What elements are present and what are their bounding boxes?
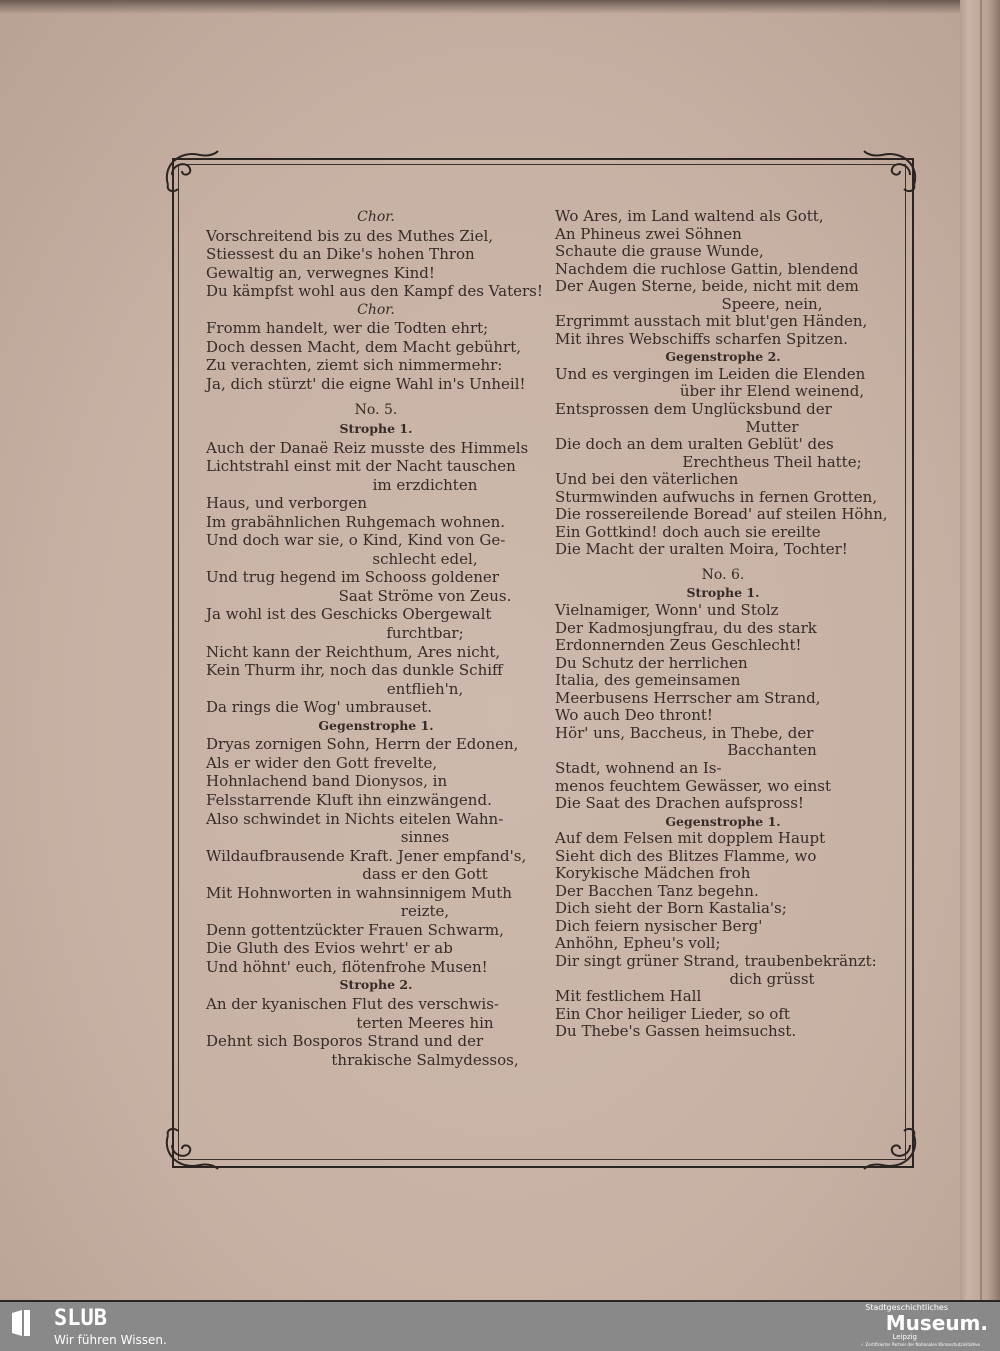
- verse-line: Hohnlachend band Dionysos, in: [206, 772, 448, 791]
- verse-line: Zu verachten, ziemt sich nimmermehr:: [206, 356, 503, 375]
- verse-line: Stiessest du an Dike's hohen Thron: [206, 245, 475, 264]
- verse-line: Ja wohl ist des Geschicks Obergewalt: [206, 605, 492, 624]
- slub-logo[interactable]: SLUB: [54, 1306, 107, 1331]
- slub-tagline: Wir führen Wissen.: [54, 1333, 167, 1347]
- verse-line: Auch der Danaë Reiz musste des Himmels: [206, 438, 529, 457]
- verse-line: Hör' uns, Baccheus, in Thebe, der: [555, 723, 814, 742]
- museum-note: ✓ Zertifizierter Partner der Nationalen Klimaschutzinitiative: [860, 1342, 980, 1347]
- verse-line: Bacchanten: [727, 741, 817, 760]
- section-heading: Chor.: [357, 209, 395, 225]
- verse-line: Italia, des gemeinsamen: [555, 671, 741, 690]
- verse-line: Also schwindet in Nichts eitelen Wahn-: [206, 809, 504, 828]
- verse-line: Dryas zornigen Sohn, Herrn der Edonen,: [206, 735, 519, 754]
- verse-line: Da rings die Wog' umbrauset.: [206, 698, 433, 717]
- section-heading: Gegenstrophe 1.: [318, 717, 434, 733]
- adjacent-page-edge: [960, 0, 1000, 1300]
- museum-logo[interactable]: Museum.: [885, 1311, 988, 1335]
- verse-line: Wo auch Deo thront!: [555, 706, 713, 725]
- corner-ornament-icon: [160, 1125, 220, 1175]
- verse-line: Die Gluth des Evios wehrt' er ab: [206, 939, 453, 958]
- verse-line: Entsprossen dem Unglücksbund der: [555, 400, 832, 419]
- verse-line: Schaute die grause Wunde,: [555, 242, 764, 261]
- section-heading: Chor.: [357, 301, 395, 318]
- verse-line: Ein Chor heiliger Lieder, so oft: [555, 1004, 790, 1023]
- museum-city: Leipzig: [892, 1333, 917, 1341]
- verse-line: Die Saat des Drachen aufspross!: [555, 794, 804, 813]
- verse-line: Erechtheus Theil hatte;: [682, 452, 862, 471]
- verse-line: menos feuchtem Gewässer, wo einst: [555, 776, 831, 795]
- verse-line: Sieht dich des Blitzes Flamme, wo: [555, 846, 817, 865]
- footer-bar: [0, 1302, 1000, 1351]
- verse-line: schlecht edel,: [372, 549, 478, 568]
- verse-line: Doch dessen Macht, dem Macht gebührt,: [206, 337, 521, 356]
- verse-line: sinnes: [400, 828, 450, 847]
- museum-prefix: Stadtgeschichtliches: [865, 1303, 948, 1312]
- verse-line: Korykische Mädchen froh: [555, 864, 751, 883]
- verse-line: Wo Ares, im Land waltend als Gott,: [555, 207, 824, 225]
- left-text-column: [206, 208, 546, 1069]
- verse-line: Die doch an dem uralten Geblüt' des: [555, 435, 834, 454]
- verse-line: Der Kadmosjungfrau, du des stark: [555, 618, 817, 637]
- verse-line: Mit festlichem Hall: [555, 987, 702, 1006]
- section-heading: No. 6.: [701, 566, 745, 583]
- corner-ornament-icon: [862, 145, 922, 195]
- verse-line: Und bei den väterlichen: [555, 470, 739, 489]
- verse-line: Stadt, wohnend an Is-: [555, 758, 722, 777]
- verse-line: über ihr Elend weinend,: [679, 382, 865, 401]
- section-heading: Strophe 2.: [339, 977, 413, 993]
- verse-line: Und höhnt' euch, flötenfrohe Musen!: [206, 957, 488, 976]
- verse-line: Gewaltig an, verwegnes Kind!: [206, 263, 435, 282]
- verse-line: furchtbar;: [386, 624, 464, 643]
- verse-line: terten Meeres hin: [356, 1013, 494, 1032]
- verse-line: entflieh'n,: [386, 679, 464, 698]
- verse-line: Nachdem die ruchlose Gattin, blendend: [555, 259, 859, 278]
- verse-line: Du Schutz der herrlichen: [555, 653, 748, 672]
- verse-line: Vorschreitend bis zu des Muthes Ziel,: [206, 226, 494, 245]
- verse-line: Meerbusens Herrscher am Strand,: [555, 688, 821, 707]
- verse-line: Und es vergingen im Leiden die Elenden: [555, 364, 866, 383]
- verse-line: Sturmwinden aufwuchs in fernen Grotten,: [555, 487, 878, 506]
- verse-line: Lichtstrahl einst mit der Nacht tauschen: [206, 457, 516, 476]
- corner-ornament-icon: [160, 145, 220, 195]
- verse-line: Kein Thurm ihr, noch das dunkle Schiff: [206, 661, 503, 680]
- slub-book-icon: [10, 1309, 32, 1337]
- section-heading: Gegenstrophe 2.: [665, 349, 781, 365]
- verse-line: Denn gottentzückter Frauen Schwarm,: [206, 920, 504, 939]
- verse-line: Du Thebe's Gassen heimsuchst.: [555, 1022, 797, 1041]
- right-text-column: [555, 208, 891, 1041]
- verse-line: Nicht kann der Reichthum, Ares nicht,: [206, 642, 501, 661]
- verse-line: Erdonnernden Zeus Geschlecht!: [555, 636, 802, 655]
- section-heading: Gegenstrophe 1.: [665, 813, 781, 829]
- section-heading: Strophe 1.: [686, 585, 760, 601]
- verse-line: dich grüsst: [729, 969, 815, 988]
- verse-line: Mutter: [745, 417, 799, 436]
- verse-line: dass er den Gott: [362, 865, 488, 884]
- scan-shadow: [0, 0, 1000, 14]
- verse-line: Mit Hohnworten in wahnsinnigem Muth: [206, 883, 512, 902]
- verse-line: Du kämpfst wohl aus den Kampf des Vaters!: [206, 282, 543, 301]
- verse-line: Auf dem Felsen mit dopplem Haupt: [555, 829, 826, 848]
- verse-line: Im grabähnlichen Ruhgemach wohnen.: [206, 512, 506, 531]
- corner-ornament-icon: [862, 1125, 922, 1175]
- verse-line: Fromm handelt, wer die Todten ehrt;: [206, 319, 489, 338]
- verse-line: An Phineus zwei Söhnen: [555, 224, 742, 243]
- verse-line: Haus, und verborgen: [206, 494, 368, 513]
- verse-line: Die Macht der uralten Moira, Tochter!: [555, 540, 848, 559]
- verse-line: Ein Gottkind! doch auch sie ereilte: [555, 522, 821, 541]
- section-heading: No. 5.: [354, 402, 398, 419]
- verse-line: Anhöhn, Epheu's voll;: [555, 934, 721, 953]
- verse-line: Dehnt sich Bosporos Strand und der: [206, 1032, 484, 1051]
- verse-line: Wildaufbrausende Kraft. Jener empfand's,: [206, 846, 527, 865]
- verse-line: Die rossereilende Boread' auf steilen Höhn,: [555, 505, 888, 524]
- verse-line: Mit ihres Webschiffs scharfen Spitzen.: [555, 329, 848, 348]
- verse-line: Dich sieht der Born Kastalia's;: [555, 899, 787, 918]
- verse-line: Vielnamiger, Wonn' und Stolz: [555, 601, 779, 620]
- verse-line: Felsstarrende Kluft ihn einzwängend.: [206, 790, 492, 809]
- verse-line: thrakische Salmydessos,: [331, 1050, 519, 1069]
- verse-line: Dir singt grüner Strand, traubenbekränzt:: [555, 951, 877, 970]
- verse-line: Dich feiern nysischer Berg': [555, 916, 763, 935]
- verse-line: im erzdichten: [372, 475, 478, 494]
- verse-line: Und doch war sie, o Kind, Kind von Ge-: [206, 531, 506, 550]
- verse-line: Der Augen Sterne, beide, nicht mit dem: [555, 277, 859, 296]
- verse-line: An der kyanischen Flut des verschwis-: [206, 994, 499, 1013]
- verse-line: Und trug hegend im Schooss goldener: [206, 568, 499, 587]
- section-heading: Strophe 1.: [339, 421, 413, 437]
- verse-line: reizte,: [400, 902, 450, 921]
- verse-line: Ja, dich stürzt' die eigne Wahl in's Unheil!: [206, 374, 526, 393]
- verse-line: Als er wider den Gott frevelte,: [206, 753, 438, 772]
- verse-line: Speere, nein,: [721, 294, 823, 313]
- verse-line: Der Bacchen Tanz begehn.: [555, 881, 759, 900]
- verse-line: Saat Ströme von Zeus.: [338, 586, 512, 605]
- verse-line: Ergrimmt ausstach mit blut'gen Händen,: [555, 312, 868, 331]
